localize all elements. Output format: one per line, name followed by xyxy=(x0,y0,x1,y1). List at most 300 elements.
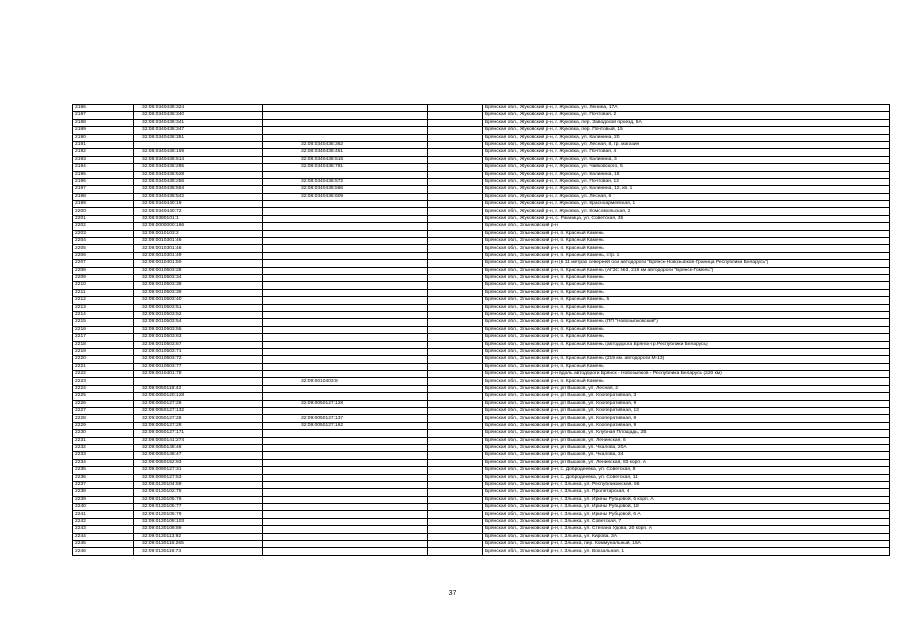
empty-cell xyxy=(428,274,483,281)
address-cell: Брянская обл., Жуковский р-н, г. Жуковка, ул. Красноармейская, 1 xyxy=(483,201,890,208)
row-number-cell: 2241 xyxy=(73,511,134,518)
row-number-cell: 2245 xyxy=(73,541,134,548)
related-cadastral-number-cell: 32:08:0340438:609 xyxy=(263,193,428,200)
address-cell: Брянская обл., Злынковский р-н, рп Вышков, ул. Кооперативная, 13 xyxy=(483,408,890,415)
row-number-cell: 2218 xyxy=(73,341,134,348)
row-number-cell: 2190 xyxy=(73,134,134,141)
table-row xyxy=(73,223,890,230)
cadastral-number-cell: 32:09:0010503:39 xyxy=(134,289,263,296)
table-row xyxy=(73,518,890,525)
address-cell: Брянская обл., Жуковский р-н, г. Жуковка, ул. Почтовая, 12 xyxy=(483,178,890,185)
row-number-cell: 2193 xyxy=(73,156,134,163)
related-cadastral-number-cell xyxy=(263,119,428,126)
table-row xyxy=(73,415,890,422)
related-cadastral-number-cell xyxy=(263,245,428,252)
table-row xyxy=(73,393,890,400)
address-cell: Брянская обл., Жуковский р-н, г. Жуковка, ул. Лесная, 8, гр. магазин xyxy=(483,141,890,148)
address-cell: Брянская обл., Жуковский р-н, г. Жуковка, ул. Калинина, 18 xyxy=(483,171,890,178)
empty-cell xyxy=(428,112,483,119)
row-number-cell: 2201 xyxy=(73,215,134,222)
empty-cell xyxy=(428,238,483,245)
related-cadastral-number-cell xyxy=(263,208,428,215)
address-cell: Брянская обл., Злынковский р-н, п. Красный Камень xyxy=(483,282,890,289)
empty-cell xyxy=(428,252,483,259)
empty-cell xyxy=(428,267,483,274)
cadastral-number-cell: 32:09:0130119:73 xyxy=(134,548,263,555)
cadastral-number-cell: 32:09:0010301:48 xyxy=(134,245,263,252)
empty-cell xyxy=(428,385,483,392)
cadastral-number-cell: 32:09:0050127:132 xyxy=(134,408,263,415)
cadastral-number-cell: 32:09:0010503:28 xyxy=(134,267,263,274)
table-row xyxy=(73,297,890,304)
row-number-cell: 2221 xyxy=(73,363,134,370)
related-cadastral-number-cell xyxy=(263,252,428,259)
row-number-cell: 2228 xyxy=(73,415,134,422)
row-number-cell: 2199 xyxy=(73,201,134,208)
related-cadastral-number-cell xyxy=(263,393,428,400)
table-row xyxy=(73,156,890,163)
row-number-cell: 2223 xyxy=(73,378,134,385)
address-cell: Брянская обл., Злынковский р-н, рп Вышков, ул. Чкалова, 34 xyxy=(483,452,890,459)
row-number-cell: 2186 xyxy=(73,105,134,112)
table-row xyxy=(73,289,890,296)
address-cell: Брянская обл., Жуковский р-н, г. Жуковка, ул. Калинина, 3 xyxy=(483,156,890,163)
address-cell: Брянская обл., Злынковский р-н, г. Злынка, ул. Советская, 7 xyxy=(483,518,890,525)
cadastral-number-cell: 32:08:0340440:72 xyxy=(134,208,263,215)
address-cell: Брянская обл., Злынковский р-н, п. Красный Камень xyxy=(483,238,890,245)
address-cell: Брянская обл., Жуковский р-н, г. Жуковка, пер. Заводской проезд, 5А xyxy=(483,119,890,126)
address-cell: Брянская обл., Злынковский р-н, п. Красный Камень xyxy=(483,230,890,237)
empty-cell xyxy=(428,134,483,141)
empty-cell xyxy=(428,282,483,289)
table-row xyxy=(73,385,890,392)
related-cadastral-number-cell xyxy=(263,274,428,281)
cadastral-number-cell: 32:09:0130105:77 xyxy=(134,504,263,511)
cadastral-number-cell: 32:09:0050148:46 xyxy=(134,444,263,451)
related-cadastral-number-cell: 32:08:0340438:586 xyxy=(263,186,428,193)
related-cadastral-number-cell xyxy=(263,459,428,466)
table-row xyxy=(73,378,890,385)
empty-cell xyxy=(428,304,483,311)
row-number-cell: 2219 xyxy=(73,348,134,355)
cadastral-number-cell: 32:09:0050127:28 xyxy=(134,422,263,429)
address-cell: Брянская обл., Жуковский р-н, г. Жуковка, ул. Калинина, 20 xyxy=(483,134,890,141)
cadastral-number-cell: 32:09:0050127:28 xyxy=(134,415,263,422)
row-number-cell: 2226 xyxy=(73,400,134,407)
address-cell: Брянская обл., Злынковский р-н, г. Злынка, ул. Кирова, 3А xyxy=(483,533,890,540)
row-number-cell: 2211 xyxy=(73,289,134,296)
empty-cell xyxy=(428,215,483,222)
table-row xyxy=(73,511,890,518)
address-cell: Брянская обл., Злынковский р-н вдоль автодороги Брянск - Новозыбков - Республика Беларусь (220 км) xyxy=(483,371,890,378)
table-row xyxy=(73,245,890,252)
cadastral-number-cell: 32:09:0010401:50 xyxy=(134,260,263,267)
table-row xyxy=(73,533,890,540)
row-number-cell: 2216 xyxy=(73,326,134,333)
address-cell: Брянская обл., Жуковский р-н, г. Жуковка, ул. Ленина, 17А xyxy=(483,105,890,112)
empty-cell xyxy=(428,230,483,237)
table-row xyxy=(73,193,890,200)
cadastral-number-cell: 32:08:0340440:19 xyxy=(134,201,263,208)
empty-cell xyxy=(428,415,483,422)
table-row xyxy=(73,459,890,466)
table-row xyxy=(73,474,890,481)
row-number-cell: 2194 xyxy=(73,164,134,171)
row-number-cell: 2203 xyxy=(73,230,134,237)
cadastral-number-cell: 32:09:0010503:40 xyxy=(134,297,263,304)
cadastral-number-cell: 32:09:0010503:77 xyxy=(134,363,263,370)
table-row xyxy=(73,127,890,134)
related-cadastral-number-cell xyxy=(263,282,428,289)
row-number-cell: 2231 xyxy=(73,437,134,444)
row-number-cell: 2229 xyxy=(73,422,134,429)
row-number-cell: 2225 xyxy=(73,393,134,400)
empty-cell xyxy=(428,430,483,437)
related-cadastral-number-cell xyxy=(263,112,428,119)
row-number-cell: 2227 xyxy=(73,408,134,415)
address-cell: Брянская обл., Жуковский р-н, г. Жуковка, ул. Почтовая, 4 xyxy=(483,149,890,156)
table-row xyxy=(73,230,890,237)
table-row xyxy=(73,134,890,141)
table-row xyxy=(73,348,890,355)
address-cell: Брянская обл., Злынковский р-н, г. Злынка, ул. Республиканская, 56 xyxy=(483,481,890,488)
related-cadastral-number-cell xyxy=(263,430,428,437)
empty-cell xyxy=(428,149,483,156)
cadastral-number-cell: 32:09:0010503:54 xyxy=(134,319,263,326)
row-number-cell: 2198 xyxy=(73,193,134,200)
cadastral-number-cell: 32:09:0010503:63 xyxy=(134,334,263,341)
related-cadastral-number-cell xyxy=(263,326,428,333)
cadastral-number-cell: 32:08:0340438:351 xyxy=(134,134,263,141)
address-cell: Брянская обл., Злынковский р-н, рп Вышков, ул. Кооперативная, 9 xyxy=(483,400,890,407)
row-number-cell: 2200 xyxy=(73,208,134,215)
address-cell: Брянская обл., Злынковский р-н xyxy=(483,223,890,230)
related-cadastral-number-cell: 32:09:0050127:128 xyxy=(263,400,428,407)
row-number-cell: 2233 xyxy=(73,452,134,459)
related-cadastral-number-cell xyxy=(263,105,428,112)
row-number-cell: 2189 xyxy=(73,127,134,134)
empty-cell xyxy=(428,533,483,540)
cadastral-number-cell: 32:09:0010503:67 xyxy=(134,341,263,348)
table-row xyxy=(73,548,890,555)
row-number-cell: 2222 xyxy=(73,371,134,378)
cadastral-number-cell: 32:09:0050118:43 xyxy=(134,385,263,392)
related-cadastral-number-cell: 32:08:0340438:451 xyxy=(263,149,428,156)
empty-cell xyxy=(428,408,483,415)
row-number-cell: 2213 xyxy=(73,304,134,311)
empty-cell xyxy=(428,164,483,171)
cadastral-number-cell: 32:09:0050120:128 xyxy=(134,393,263,400)
related-cadastral-number-cell xyxy=(263,319,428,326)
empty-cell xyxy=(428,326,483,333)
table-row xyxy=(73,282,890,289)
table-row xyxy=(73,334,890,341)
table-row xyxy=(73,141,890,148)
empty-cell xyxy=(428,496,483,503)
empty-cell xyxy=(428,504,483,511)
address-cell: Брянская обл., Злынковский р-н, г. Злынка, ул. Пролетарская, 4 xyxy=(483,489,890,496)
empty-cell xyxy=(428,518,483,525)
table-row xyxy=(73,119,890,126)
cadastral-number-cell: 32:08:0340438:159 xyxy=(134,149,263,156)
cadastral-number-cell: 32:09:0010503:38 xyxy=(134,282,263,289)
row-number-cell: 2192 xyxy=(73,149,134,156)
cadastral-table-body xyxy=(73,105,890,556)
related-cadastral-number-cell xyxy=(263,518,428,525)
row-number-cell: 2244 xyxy=(73,533,134,540)
empty-cell xyxy=(428,245,483,252)
cadastral-number-cell: 32:09:0010503:55 xyxy=(134,326,263,333)
row-number-cell: 2208 xyxy=(73,267,134,274)
row-number-cell: 2232 xyxy=(73,444,134,451)
row-number-cell: 2195 xyxy=(73,171,134,178)
related-cadastral-number-cell: 32:08:0340438:362 xyxy=(263,141,428,148)
row-number-cell: 2191 xyxy=(73,141,134,148)
cadastral-number-cell: 32:09:0130102:75 xyxy=(134,489,263,496)
address-cell: Брянская обл., Злынковский р-н, п. Красный Камень xyxy=(483,245,890,252)
empty-cell xyxy=(428,178,483,185)
table-row xyxy=(73,201,890,208)
related-cadastral-number-cell xyxy=(263,489,428,496)
row-number-cell: 2240 xyxy=(73,504,134,511)
cadastral-number-cell: 32:09:0090127:31 xyxy=(134,467,263,474)
empty-cell xyxy=(428,444,483,451)
row-number-cell: 2220 xyxy=(73,356,134,363)
address-cell: Брянская обл., Злынковский р-н, п. Красный Камень xyxy=(483,378,890,385)
empty-cell xyxy=(428,400,483,407)
empty-cell xyxy=(428,193,483,200)
cadastral-number-cell: 32:09:0050127:28 xyxy=(134,400,263,407)
address-cell: Брянская обл., Злынковский р-н, п. Красный Камень, стр. 1 xyxy=(483,252,890,259)
cadastral-number-cell: 32:09:0010401:78 xyxy=(134,371,263,378)
related-cadastral-number-cell xyxy=(263,171,428,178)
address-cell: Брянская обл., Жуковский р-н, г. Жуковка, ул. Чайковского, 5 xyxy=(483,164,890,171)
table-row xyxy=(73,452,890,459)
address-cell: Брянская обл., Злынковский р-н (в 11 метрах северней оси автодороги "Брянск-Новозыбков-Граница Республики Беларусь") xyxy=(483,260,890,267)
address-cell: Брянская обл., Злынковский р-н, п. Красный Камень xyxy=(483,311,890,318)
row-number-cell: 2230 xyxy=(73,430,134,437)
row-number-cell: 2239 xyxy=(73,496,134,503)
table-row xyxy=(73,186,890,193)
cadastral-number-cell: 32:08:0340438:542 xyxy=(134,193,263,200)
table-row xyxy=(73,496,890,503)
cadastral-number-cell: 32:09:0010301:46 xyxy=(134,238,263,245)
empty-cell xyxy=(428,223,483,230)
cadastral-number-cell xyxy=(134,141,263,148)
table-row xyxy=(73,105,890,112)
related-cadastral-number-cell xyxy=(263,533,428,540)
empty-cell xyxy=(428,459,483,466)
table-row xyxy=(73,489,890,496)
address-cell: Брянская обл., Злынковский р-н, г. Злынка, ул. Ирины Рубцовой, 6 корп. А xyxy=(483,496,890,503)
address-cell: Брянская обл., Злынковский р-н, г. Злынка, ул. Степана Удова, 20 корп. А xyxy=(483,526,890,533)
row-number-cell: 2235 xyxy=(73,467,134,474)
table-row xyxy=(73,541,890,548)
related-cadastral-number-cell: 32:09:0010403:8 xyxy=(263,378,428,385)
row-number-cell: 2246 xyxy=(73,548,134,555)
empty-cell xyxy=(428,548,483,555)
row-number-cell: 2242 xyxy=(73,518,134,525)
address-cell: Брянская обл., Злынковский р-н, п. Красный Камень, 5 xyxy=(483,297,890,304)
related-cadastral-number-cell xyxy=(263,201,428,208)
empty-cell xyxy=(428,526,483,533)
cadastral-number-cell: 32:09:0010103:2 xyxy=(134,230,263,237)
address-cell: Брянская обл., Злынковский р-н, рп Вышков, ул. Кооперативная, 9 xyxy=(483,415,890,422)
row-number-cell: 2204 xyxy=(73,238,134,245)
address-cell: Брянская обл., Злынковский р-н, г. Злынка, ул. Вокзальная, 1 xyxy=(483,548,890,555)
address-cell: Брянская обл., Злынковский р-н, п. Красный Камень xyxy=(483,326,890,333)
empty-cell xyxy=(428,378,483,385)
cadastral-number-cell: 32:09:0010503:34 xyxy=(134,274,263,281)
cadastral-number-cell: 32:08:0340438:256 xyxy=(134,178,263,185)
cadastral-number-cell: 32:09:0130105:76 xyxy=(134,496,263,503)
table-row xyxy=(73,363,890,370)
related-cadastral-number-cell xyxy=(263,371,428,378)
address-cell: Брянская обл., Злынковский р-н, рп Вышков, ул. Кооперативная, 9 xyxy=(483,422,890,429)
table-row xyxy=(73,526,890,533)
table-row xyxy=(73,400,890,407)
cadastral-number-cell: 32:09:0130113:92 xyxy=(134,533,263,540)
row-number-cell: 2217 xyxy=(73,334,134,341)
cadastral-number-cell: 32:08:0340438:324 xyxy=(134,105,263,112)
row-number-cell: 2215 xyxy=(73,319,134,326)
cadastral-number-cell: 32:09:0050152:93 xyxy=(134,459,263,466)
related-cadastral-number-cell xyxy=(263,260,428,267)
address-cell: Брянская обл., Злынковский р-н, г. Злынка, пер. Коммунальный, 15А xyxy=(483,541,890,548)
cadastral-number-cell: 32:08:0340438:347 xyxy=(134,127,263,134)
address-cell: Брянская обл., Злынковский р-н, п. Красный Камень (219 км. автодороги М-13) xyxy=(483,356,890,363)
cadastral-number-cell: 32:08:0340438:285 xyxy=(134,164,263,171)
table-row xyxy=(73,149,890,156)
cadastral-number-cell: 32:09:0010301:49 xyxy=(134,252,263,259)
table-row xyxy=(73,408,890,415)
related-cadastral-number-cell xyxy=(263,496,428,503)
empty-cell xyxy=(428,201,483,208)
row-number-cell: 2210 xyxy=(73,282,134,289)
address-cell: Брянская обл., Злынковский р-н, п. Красный Камень xyxy=(483,274,890,281)
address-cell: Брянская обл., Злынковский р-н, рп Вышков, ул. Ленинская, 83 корп. А xyxy=(483,459,890,466)
related-cadastral-number-cell xyxy=(263,304,428,311)
cadastral-number-cell: 32:09:0130116:265 xyxy=(134,541,263,548)
row-number-cell: 2224 xyxy=(73,385,134,392)
table-row xyxy=(73,371,890,378)
address-cell: Брянская обл., Злынковский р-н, п. Красный Камень xyxy=(483,304,890,311)
row-number-cell: 2236 xyxy=(73,474,134,481)
row-number-cell: 2205 xyxy=(73,245,134,252)
table-row xyxy=(73,504,890,511)
cadastral-number-cell: 32:08:0340438:554 xyxy=(134,186,263,193)
empty-cell xyxy=(428,105,483,112)
row-number-cell: 2188 xyxy=(73,119,134,126)
row-number-cell: 2197 xyxy=(73,186,134,193)
empty-cell xyxy=(428,393,483,400)
cadastral-number-cell: 32:08:0340438:528 xyxy=(134,171,263,178)
cadastral-number-cell: 32:08:0390101:1 xyxy=(134,215,263,222)
related-cadastral-number-cell: 32:09:0050127:162 xyxy=(263,422,428,429)
table-row xyxy=(73,481,890,488)
table-row xyxy=(73,341,890,348)
empty-cell xyxy=(428,489,483,496)
empty-cell xyxy=(428,260,483,267)
related-cadastral-number-cell xyxy=(263,548,428,555)
table-row xyxy=(73,326,890,333)
address-cell: Брянская обл., Злынковский р-н, рп Вышков, ул. Ленинская, 6 xyxy=(483,437,890,444)
related-cadastral-number-cell xyxy=(263,223,428,230)
related-cadastral-number-cell: 32:08:0340438:781 xyxy=(263,164,428,171)
address-cell: Брянская обл., Злынковский р-н, п. Красный Камень (АГЗС №3, 219 км автодороги "Брянск-Гомель") xyxy=(483,267,890,274)
empty-cell xyxy=(428,334,483,341)
row-number-cell: 2237 xyxy=(73,481,134,488)
cadastral-number-cell: 32:08:0340438:514 xyxy=(134,156,263,163)
cadastral-number-cell: 32:09:0090127:53 xyxy=(134,474,263,481)
table-row xyxy=(73,238,890,245)
related-cadastral-number-cell xyxy=(263,444,428,451)
address-cell: Брянская обл., Злынковский р-н, рп Вышков, ул. Клубная Площадь, 2В xyxy=(483,430,890,437)
empty-cell xyxy=(428,474,483,481)
address-cell: Брянская обл., Злынковский р-н, г. Злынка, ул. Ирины Рубцовой, 18 xyxy=(483,504,890,511)
table-row xyxy=(73,311,890,318)
address-cell: Брянская обл., Жуковский р-н, г. Жуковка, ул. Почтовая, 2 xyxy=(483,112,890,119)
related-cadastral-number-cell xyxy=(263,363,428,370)
related-cadastral-number-cell xyxy=(263,474,428,481)
cadastral-number-cell: 32:08:0340438:341 xyxy=(134,119,263,126)
related-cadastral-number-cell xyxy=(263,230,428,237)
empty-cell xyxy=(428,141,483,148)
address-cell: Брянская обл., Жуковский р-н, г. Жуковка, ул. Лесная, 6 xyxy=(483,193,890,200)
address-cell: Брянская обл., Жуковский р-н, с. Ржаница, ул. Советская, 35 xyxy=(483,215,890,222)
empty-cell xyxy=(428,319,483,326)
related-cadastral-number-cell xyxy=(263,334,428,341)
cadastral-table xyxy=(72,104,890,556)
table-row xyxy=(73,208,890,215)
row-number-cell: 2209 xyxy=(73,274,134,281)
address-cell: Брянская обл., Злынковский р-н, г. Злынка, ул. Ирины Рубцовой, 6 А xyxy=(483,511,890,518)
empty-cell xyxy=(428,437,483,444)
related-cadastral-number-cell: 32:09:0050127:137 xyxy=(263,415,428,422)
table-row xyxy=(73,304,890,311)
related-cadastral-number-cell xyxy=(263,134,428,141)
table-row xyxy=(73,164,890,171)
table-row xyxy=(73,319,890,326)
address-cell: Брянская обл., Злынковский р-н, п. Красный Камень xyxy=(483,289,890,296)
empty-cell xyxy=(428,511,483,518)
cadastral-number-cell: 32:09:0050141:274 xyxy=(134,437,263,444)
related-cadastral-number-cell xyxy=(263,481,428,488)
related-cadastral-number-cell xyxy=(263,297,428,304)
row-number-cell: 2234 xyxy=(73,459,134,466)
address-cell: Брянская обл., Жуковский р-н, г. Жуковка, ул. Калинина, 12, кв. 1 xyxy=(483,186,890,193)
empty-cell xyxy=(428,356,483,363)
related-cadastral-number-cell xyxy=(263,511,428,518)
empty-cell xyxy=(428,289,483,296)
row-number-cell: 2238 xyxy=(73,489,134,496)
cadastral-number-cell: 32:09:0130105:79 xyxy=(134,511,263,518)
empty-cell xyxy=(428,371,483,378)
row-number-cell: 2214 xyxy=(73,311,134,318)
empty-cell xyxy=(428,311,483,318)
empty-cell xyxy=(428,297,483,304)
table-row xyxy=(73,178,890,185)
empty-cell xyxy=(428,171,483,178)
empty-cell xyxy=(428,363,483,370)
cadastral-number-cell: 32:09:0130108:89 xyxy=(134,526,263,533)
related-cadastral-number-cell xyxy=(263,526,428,533)
table-row xyxy=(73,260,890,267)
row-number-cell: 2212 xyxy=(73,297,134,304)
cadastral-number-cell: 32:09:0050127:171 xyxy=(134,430,263,437)
related-cadastral-number-cell xyxy=(263,341,428,348)
address-cell: Брянская обл., Жуковский р-н, г. Жуковка, ул. Комсомольская, 2 xyxy=(483,208,890,215)
